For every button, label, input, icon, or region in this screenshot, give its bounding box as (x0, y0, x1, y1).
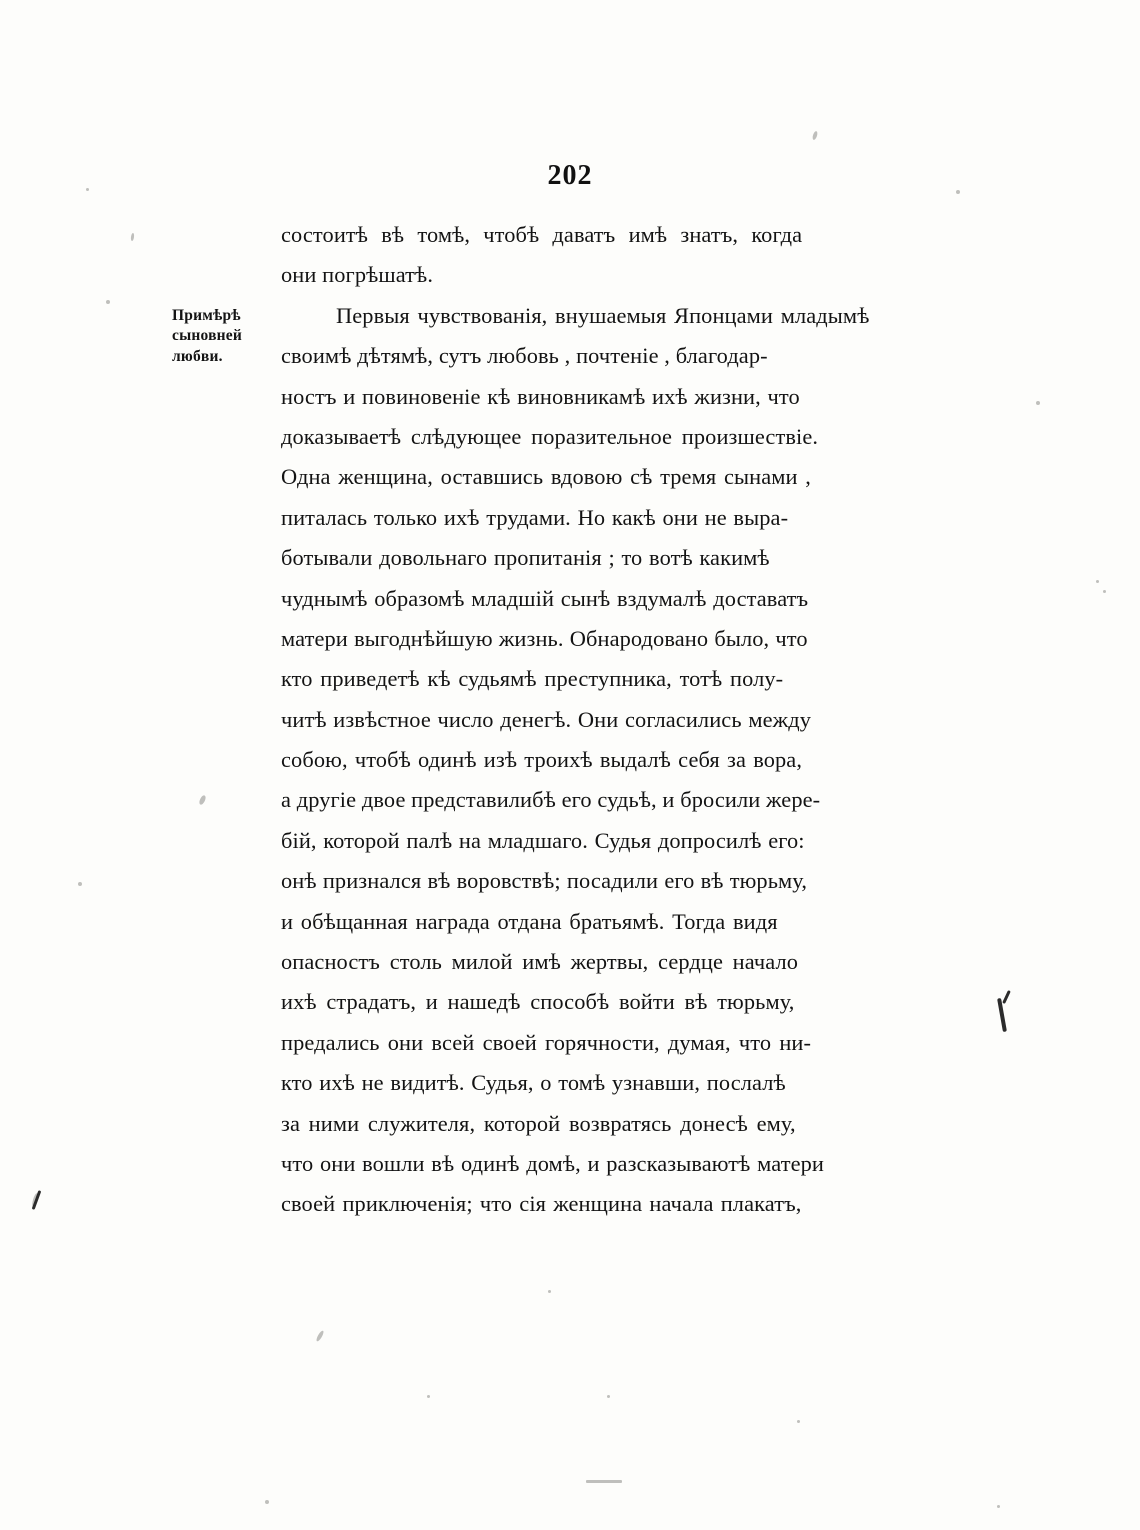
paper-speck (997, 1505, 1000, 1508)
text-line: Одна женщина, оставшись вдовою сѣ тремя сынами , (281, 464, 811, 490)
paper-speck (78, 882, 82, 886)
paper-speck (797, 1420, 800, 1423)
paragraph-continued (281, 215, 1023, 296)
paper-speck (198, 794, 207, 805)
paper-speck (315, 1330, 324, 1342)
paper-speck (1096, 580, 1099, 583)
text-line: а другіе двое представилибѣ его судьѣ, и бросили жере- (281, 787, 821, 813)
text-line: питалась только ихѣ трудами. Но какѣ они не выра- (281, 504, 789, 530)
marginal-note-line: любви. (172, 347, 223, 365)
text-line: ихѣ страдатъ, и нашедѣ способѣ войти вѣ тюрьму, (281, 989, 795, 1015)
paragraph-filial-love (281, 296, 1023, 1225)
paper-speck (427, 1395, 430, 1398)
text-line: ностъ и повиновеніе кѣ виновникамѣ ихѣ жизни, что (281, 383, 800, 409)
paper-speck (130, 233, 134, 241)
text-line: кто приведетѣ кѣ судьямѣ преступника, тотѣ полу- (281, 666, 784, 692)
text-line: чуднымѣ образомѣ младшій сынѣ вздумалѣ доставатъ (281, 585, 809, 611)
marginal-note-line: сыновней (172, 327, 242, 345)
text-line: бій, которой палѣ на младшаго. Судья допросилѣ его: (281, 827, 805, 853)
marginal-note (172, 306, 284, 367)
body-text (281, 215, 1023, 1225)
text-line: они погрѣшатѣ. (281, 262, 434, 288)
text-line: и обѣщанная награда отдана братьямѣ. Тогда видя (281, 908, 778, 934)
paper-speck (812, 131, 819, 141)
text-line: что они вошли вѣ одинѣ домѣ, и разсказываютѣ матери (281, 1150, 825, 1176)
text-line: Первыя чувствованія, внушаемыя Японцами младымѣ (336, 302, 870, 328)
text-line: доказываетѣ слѣдующее поразительное произшествіе. (281, 423, 819, 449)
text-line: предались они всей своей горячности, думая, что ни- (281, 1029, 812, 1055)
text-line: читѣ извѣстное число денегѣ. Они согласились между (281, 706, 811, 732)
paper-speck (586, 1480, 622, 1483)
paper-speck (1036, 401, 1040, 405)
text-line: кто ихѣ не видитѣ. Судья, о томѣ узнавши, послалѣ (281, 1070, 786, 1096)
text-line: ботывали довольнаго пропитанія ; то вотѣ какимѣ (281, 545, 770, 571)
text-line: матери выгоднѣйшую жизнь. Обнародовано было, что (281, 625, 808, 651)
paper-speck (607, 1395, 610, 1398)
text-line: онѣ признался вѣ воровствѣ; посадили его вѣ тюрьму, (281, 868, 808, 894)
paper-speck (106, 300, 110, 304)
paper-speck (548, 1290, 551, 1293)
marginal-note-line: Примѣрѣ (172, 307, 241, 324)
page-number: 202 (547, 160, 593, 191)
text-line: за ними служителя, которой возвратясь донесѣ ему, (281, 1110, 796, 1136)
paper-speck (265, 1500, 269, 1504)
text-line: собою, чтобѣ одинѣ изѣ троихѣ выдалѣ себя за вора, (281, 747, 803, 773)
paper-speck (1103, 590, 1106, 593)
text-line: своей приключенія; что сія женщина начала плакатъ, (281, 1191, 802, 1217)
text-line: опасностъ столь милой имѣ жертвы, сердце начало (281, 949, 799, 975)
text-line: состоитѣ вѣ томѣ, чтобѣ даватъ имѣ знатъ, когда (281, 222, 803, 247)
text-line: своимѣ дѣтямѣ, сутъ любовь , почтеніе , благодар- (281, 343, 768, 369)
